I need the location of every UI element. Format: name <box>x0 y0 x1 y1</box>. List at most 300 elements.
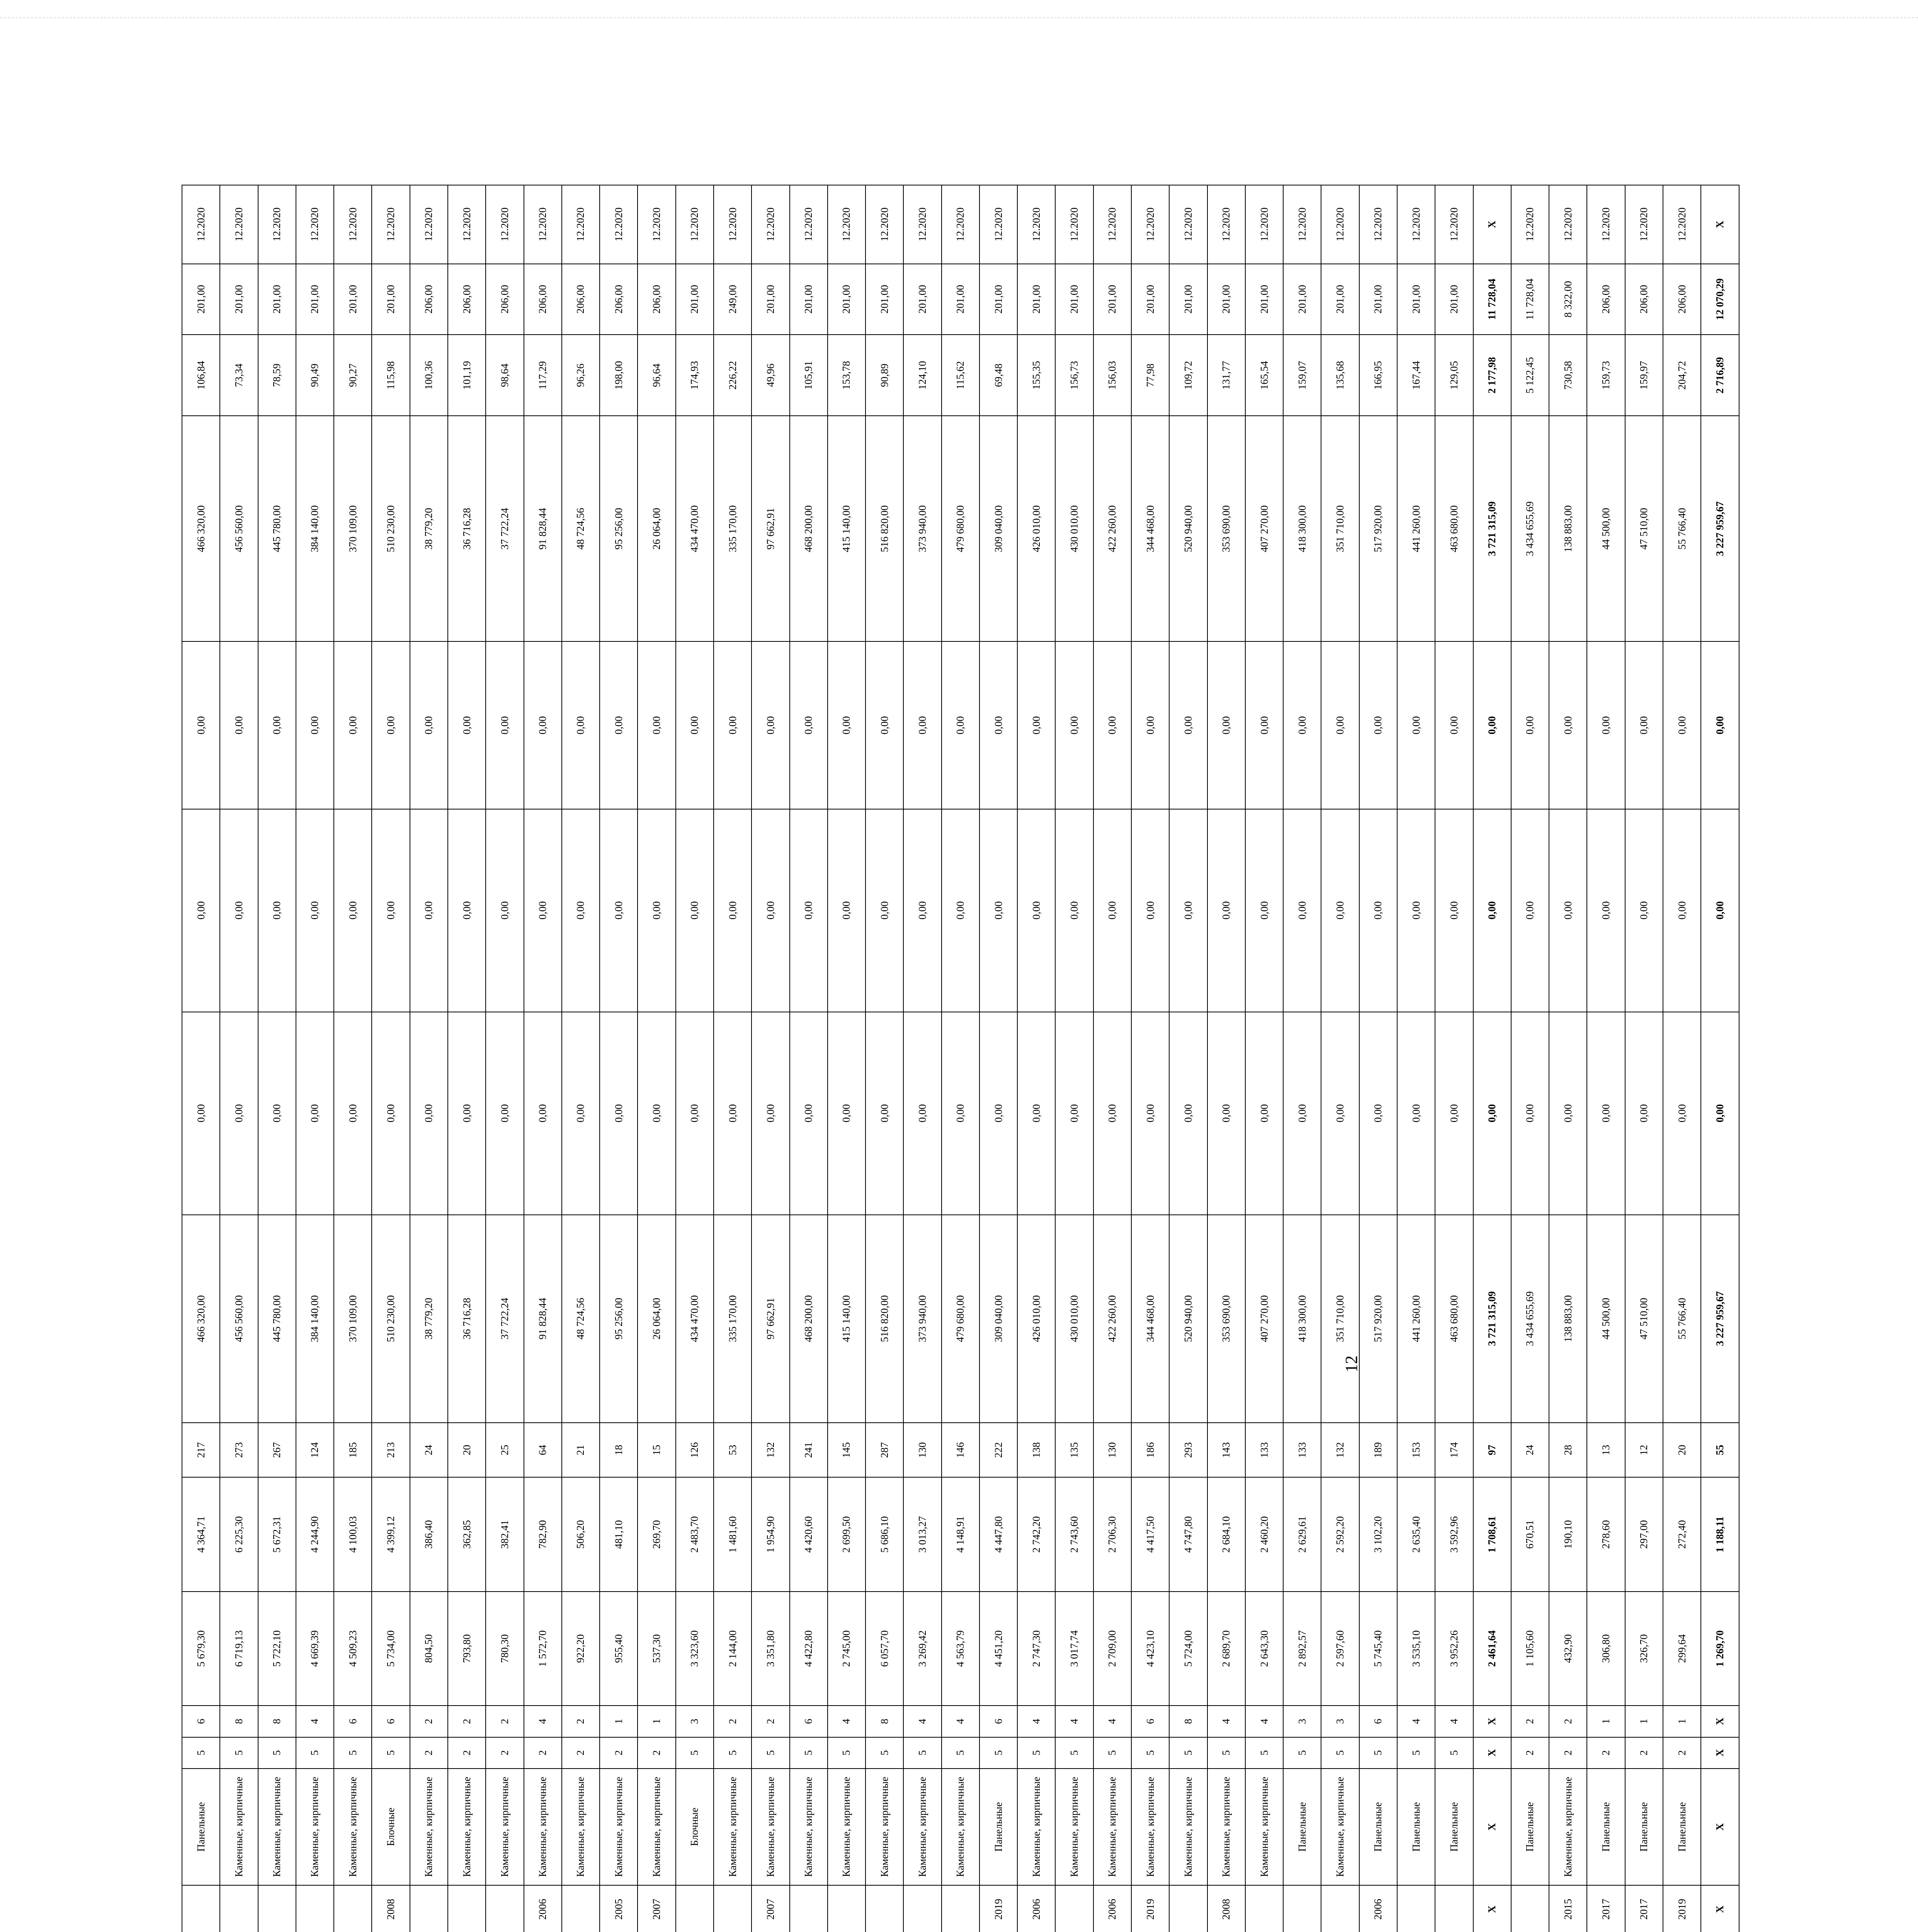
table-cell: 0,00 <box>676 641 714 809</box>
table-cell: Каменные, кирпичные <box>1055 1769 1093 1885</box>
table-cell: 0,00 <box>220 641 258 809</box>
table-cell: Каменные, кирпичные <box>903 1769 941 1885</box>
table-cell: 2008 <box>1207 1885 1245 1932</box>
table-cell: 12.2020 <box>1625 185 1663 264</box>
table-cell: X <box>1473 1885 1511 1932</box>
table-cell: 12.2020 <box>410 185 448 264</box>
table-cell: 5 722,10 <box>258 1592 296 1706</box>
table-row <box>903 185 941 1932</box>
table-cell: 0,00 <box>1131 809 1169 1012</box>
table-cell: 441 260,00 <box>1397 1215 1435 1423</box>
table-cell: 0,00 <box>979 1012 1017 1215</box>
table-cell: 0,00 <box>1435 809 1473 1012</box>
table-cell: 0,00 <box>372 1012 410 1215</box>
table-cell: 2 635,40 <box>1397 1478 1435 1592</box>
table-cell: 2 <box>486 1737 524 1769</box>
table-cell: 426 010,00 <box>1017 1215 1055 1423</box>
table-cell: 0,00 <box>790 809 828 1012</box>
table-row <box>1321 185 1359 1932</box>
table-cell: 201,00 <box>903 264 941 335</box>
table-cell: 201,00 <box>220 264 258 335</box>
table-cell: 3 269,42 <box>903 1592 941 1706</box>
table-cell: 0,00 <box>1587 809 1625 1012</box>
table-cell: 55 <box>1701 1423 1739 1478</box>
table-row <box>372 185 410 1932</box>
table-cell: 47 510,00 <box>1625 1215 1663 1423</box>
table-cell: 2019 <box>979 1885 1017 1932</box>
table-cell: 2 745,00 <box>828 1592 865 1706</box>
table-cell: 0,00 <box>334 809 372 1012</box>
table-cell: 306,80 <box>1587 1592 1625 1706</box>
table-cell: 69,48 <box>979 335 1017 416</box>
table-cell: 517 920,00 <box>1359 416 1397 641</box>
table-cell: 98,64 <box>486 335 524 416</box>
table-cell <box>1169 1885 1207 1932</box>
table-cell: 0,00 <box>1207 1012 1245 1215</box>
table-cell: 5 <box>258 1737 296 1769</box>
table-cell: 12.2020 <box>752 185 789 264</box>
table-cell: 12.2020 <box>638 185 675 264</box>
table-cell: 0,00 <box>942 641 979 809</box>
table-cell: 4 420,60 <box>790 1478 828 1592</box>
table-row <box>638 185 675 1932</box>
table-cell: 0,00 <box>1245 1012 1283 1215</box>
table-cell: 3 434 655,69 <box>1511 1215 1549 1423</box>
table-cell: Блочные <box>676 1769 714 1885</box>
table-row <box>1131 185 1169 1932</box>
table-cell: 3 323,60 <box>676 1592 714 1706</box>
table-cell: 922,20 <box>562 1592 600 1706</box>
table-cell: 0,00 <box>1587 641 1625 809</box>
table-cell: 2 706,30 <box>1093 1478 1131 1592</box>
table-cell: 287 <box>865 1423 903 1478</box>
table-cell: 201,00 <box>182 264 220 335</box>
table-cell: 4 509,23 <box>334 1592 372 1706</box>
table-cell: 510 230,00 <box>372 416 410 641</box>
table-cell: 0,00 <box>865 809 903 1012</box>
table-cell: 0,00 <box>486 1012 524 1215</box>
table-cell: 456 560,00 <box>220 1215 258 1423</box>
table-row <box>1511 185 1549 1932</box>
table-row <box>258 185 296 1932</box>
table-cell: 2006 <box>1359 1885 1397 1932</box>
table-cell: 12.2020 <box>524 185 562 264</box>
table-cell: 468 200,00 <box>790 416 828 641</box>
table-cell: 6 225,30 <box>220 1478 258 1592</box>
table-cell: 124,10 <box>903 335 941 416</box>
table-row <box>865 185 903 1932</box>
table-cell: 6 <box>979 1706 1017 1737</box>
table-cell: 466 320,00 <box>182 416 220 641</box>
table-cell: Панельные <box>979 1769 1017 1885</box>
table-cell: 20 <box>448 1423 486 1478</box>
table-cell: 537,30 <box>638 1592 675 1706</box>
table-cell: 0,00 <box>296 641 334 809</box>
table-cell: 64 <box>524 1423 562 1478</box>
table-cell: 0,00 <box>182 1012 220 1215</box>
table-row <box>1017 185 1055 1932</box>
table-cell: 201,00 <box>1093 264 1131 335</box>
table-cell: 12.2020 <box>1663 185 1701 264</box>
table-cell: 5 <box>372 1737 410 1769</box>
table-cell <box>1245 1885 1283 1932</box>
table-row <box>1435 185 1473 1932</box>
table-cell: 5 <box>1055 1737 1093 1769</box>
table-cell: 0,00 <box>1283 1012 1321 1215</box>
table-cell: 146 <box>942 1423 979 1478</box>
total-row <box>1701 185 1739 1932</box>
table-cell <box>334 1885 372 1932</box>
table-cell: 5 122,45 <box>1511 335 1549 416</box>
table-cell: 384 140,00 <box>296 1215 334 1423</box>
table-cell: 0,00 <box>752 1012 789 1215</box>
table-cell: 24 <box>1511 1423 1549 1478</box>
table-cell: 0,00 <box>752 809 789 1012</box>
table-cell: 12.2020 <box>372 185 410 264</box>
table-cell: Каменные, кирпичные <box>1169 1769 1207 1885</box>
table-cell: 133 <box>1245 1423 1283 1478</box>
table-cell: 445 780,00 <box>258 416 296 641</box>
table-cell: 4 <box>1055 1706 1093 1737</box>
table-cell: Каменные, кирпичные <box>828 1769 865 1885</box>
table-cell: 0,00 <box>1169 809 1207 1012</box>
table-cell: 2 483,70 <box>676 1478 714 1592</box>
table-cell: 201,00 <box>1321 264 1359 335</box>
table-cell: 130 <box>903 1423 941 1478</box>
table-cell: 201,00 <box>334 264 372 335</box>
table-cell: 0,00 <box>1207 641 1245 809</box>
table-cell: 53 <box>714 1423 752 1478</box>
table-cell: 0,00 <box>372 641 410 809</box>
table-cell: 0,00 <box>676 809 714 1012</box>
table-cell: 126 <box>676 1423 714 1478</box>
table-cell: 25 <box>486 1423 524 1478</box>
table-cell: 3 <box>1321 1706 1359 1737</box>
table-cell: 201,00 <box>258 264 296 335</box>
table-cell: 0,00 <box>1663 1012 1701 1215</box>
table-cell: Панельные <box>1359 1769 1397 1885</box>
table-cell: 0,00 <box>296 1012 334 1215</box>
table-row <box>714 185 752 1932</box>
table-cell: 20 <box>1663 1423 1701 1478</box>
table-cell: 2 <box>524 1737 562 1769</box>
table-cell: 415 140,00 <box>828 1215 865 1423</box>
table-cell: 468 200,00 <box>790 1215 828 1423</box>
table-cell: 463 680,00 <box>1435 1215 1473 1423</box>
table-cell: 12 <box>1625 1423 1663 1478</box>
table-cell: 0,00 <box>1625 809 1663 1012</box>
table-cell: 12 070,29 <box>1701 264 1739 335</box>
table-cell: 0,00 <box>524 641 562 809</box>
table-cell: 2 <box>410 1737 448 1769</box>
table-cell: 101,19 <box>448 335 486 416</box>
table-cell <box>1283 1885 1321 1932</box>
table-cell: 12.2020 <box>828 185 865 264</box>
table-cell: 201,00 <box>828 264 865 335</box>
table-row <box>1055 185 1093 1932</box>
table-cell <box>220 1885 258 1932</box>
table-cell: 8 <box>258 1706 296 1737</box>
table-cell <box>1435 1885 1473 1932</box>
table-wrapper <box>182 185 1739 1932</box>
table-cell: 138 <box>1017 1423 1055 1478</box>
table-cell: 4 417,50 <box>1131 1478 1169 1592</box>
table-cell: 0,00 <box>1701 809 1739 1012</box>
table-cell: Каменные, кирпичные <box>942 1769 979 1885</box>
table-cell: 206,00 <box>600 264 638 335</box>
table-cell: 12.2020 <box>676 185 714 264</box>
table-cell: Каменные, кирпичные <box>562 1769 600 1885</box>
table-cell: 153 <box>1397 1423 1435 1478</box>
table-cell: 6 057,70 <box>865 1592 903 1706</box>
table-cell: 0,00 <box>1625 1012 1663 1215</box>
table-cell: 5 <box>1207 1737 1245 1769</box>
table-cell: 1 481,60 <box>714 1478 752 1592</box>
total-row <box>1473 185 1511 1932</box>
table-cell: 479 680,00 <box>942 416 979 641</box>
table-cell: 2 709,00 <box>1093 1592 1131 1706</box>
table-cell: 15 <box>638 1423 675 1478</box>
table-row <box>296 185 334 1932</box>
table-cell: 384 140,00 <box>296 416 334 641</box>
table-cell: 0,00 <box>1701 1012 1739 1215</box>
table-cell: 21 <box>562 1423 600 1478</box>
table-cell: 1 954,90 <box>752 1478 789 1592</box>
table-cell: 0,00 <box>1283 641 1321 809</box>
table-cell: 0,00 <box>979 809 1017 1012</box>
table-cell: 3 592,96 <box>1435 1478 1473 1592</box>
table-cell: 11 728,04 <box>1473 264 1511 335</box>
table-cell: 2 <box>1587 1737 1625 1769</box>
table-cell: 4 669,39 <box>296 1592 334 1706</box>
table-cell: 5 686,10 <box>865 1478 903 1592</box>
table-cell: 0,00 <box>258 641 296 809</box>
table-cell: 0,00 <box>1511 1012 1549 1215</box>
table-cell: 36 716,28 <box>448 416 486 641</box>
table-cell: 4 447,80 <box>979 1478 1017 1592</box>
table-cell: 1 <box>1587 1706 1625 1737</box>
table-cell: 5 <box>182 1737 220 1769</box>
table-cell: Каменные, кирпичные <box>486 1769 524 1885</box>
table-cell: 0,00 <box>524 809 562 1012</box>
table-cell: Каменные, кирпичные <box>600 1769 638 1885</box>
table-cell: 217 <box>182 1423 220 1478</box>
table-cell: 6 <box>790 1706 828 1737</box>
table-cell: Каменные, кирпичные <box>865 1769 903 1885</box>
table-cell: 0,00 <box>979 641 1017 809</box>
table-cell: 0,00 <box>638 641 675 809</box>
table-cell: 12.2020 <box>258 185 296 264</box>
table-cell: 5 <box>979 1737 1017 1769</box>
table-cell: 91 828,44 <box>524 1215 562 1423</box>
table-cell: 0,00 <box>1207 809 1245 1012</box>
table-cell: 201,00 <box>676 264 714 335</box>
table-cell <box>1321 1885 1359 1932</box>
table-cell: 12.2020 <box>714 185 752 264</box>
table-cell: 0,00 <box>1435 1012 1473 1215</box>
table-cell: 2 716,89 <box>1701 335 1739 416</box>
table-cell: 0,00 <box>562 809 600 1012</box>
table-cell: 1 269,70 <box>1701 1592 1739 1706</box>
table-cell: 4 451,20 <box>979 1592 1017 1706</box>
table-cell: 432,90 <box>1549 1592 1587 1706</box>
table-cell: 434 470,00 <box>676 416 714 641</box>
table-cell: X <box>1701 1706 1739 1737</box>
table-cell: 206,00 <box>1587 264 1625 335</box>
table-cell: 4 100,03 <box>334 1478 372 1592</box>
table-cell: 2 <box>562 1737 600 1769</box>
table-cell: 1 105,60 <box>1511 1592 1549 1706</box>
table-cell: 0,00 <box>334 641 372 809</box>
table-cell: 0,00 <box>1473 641 1511 809</box>
table-cell: 12.2020 <box>1169 185 1207 264</box>
table-cell: 0,00 <box>1359 641 1397 809</box>
table-cell: 2 <box>486 1706 524 1737</box>
table-cell: 2005 <box>600 1885 638 1932</box>
table-cell: 422 260,00 <box>1093 416 1131 641</box>
table-cell <box>1511 1885 1549 1932</box>
table-cell: 115,98 <box>372 335 410 416</box>
table-cell: 2008 <box>372 1885 410 1932</box>
table-cell: 730,58 <box>1549 335 1587 416</box>
table-cell: Каменные, кирпичные <box>714 1769 752 1885</box>
table-cell: 0,00 <box>410 1012 448 1215</box>
table-cell: 8 322,00 <box>1549 264 1587 335</box>
table-cell: 132 <box>1321 1423 1359 1478</box>
table-cell <box>790 1885 828 1932</box>
table-cell: 2017 <box>1625 1885 1663 1932</box>
table-cell: 0,00 <box>903 641 941 809</box>
table-cell: 2 <box>448 1737 486 1769</box>
table-cell: Каменные, кирпичные <box>752 1769 789 1885</box>
table-cell: 273 <box>220 1423 258 1478</box>
table-cell: Панельные <box>1435 1769 1473 1885</box>
table-cell <box>1397 1885 1435 1932</box>
table-cell: 3 721 315,09 <box>1473 1215 1511 1423</box>
table-cell: 0,00 <box>372 809 410 1012</box>
table-cell: 0,00 <box>1473 1012 1511 1215</box>
table-cell: Панельные <box>1397 1769 1435 1885</box>
table-cell: 362,85 <box>448 1478 486 1592</box>
table-cell: 0,00 <box>1549 809 1587 1012</box>
table-cell: 0,00 <box>258 1012 296 1215</box>
table-cell: 0,00 <box>1093 1012 1131 1215</box>
table-cell: 12.2020 <box>448 185 486 264</box>
table-cell: 206,00 <box>562 264 600 335</box>
table-cell: 249,00 <box>714 264 752 335</box>
table-cell: 0,00 <box>1625 641 1663 809</box>
table-cell: 2 <box>1663 1737 1701 1769</box>
table-cell: 213 <box>372 1423 410 1478</box>
table-cell: 422 260,00 <box>1093 1215 1131 1423</box>
table-cell: 6 <box>372 1706 410 1737</box>
table-cell: 4 423,10 <box>1131 1592 1169 1706</box>
table-cell: 8 <box>220 1706 258 1737</box>
table-cell: 5 734,00 <box>372 1592 410 1706</box>
table-cell: 0,00 <box>1055 809 1093 1012</box>
table-cell: 0,00 <box>1397 1012 1435 1215</box>
table-cell: 204,72 <box>1663 335 1701 416</box>
table-cell: 12.2020 <box>1359 185 1397 264</box>
table-cell: 6 <box>1131 1706 1169 1737</box>
table-cell: 90,49 <box>296 335 334 416</box>
table-cell: 37 722,24 <box>486 1215 524 1423</box>
table-row <box>828 185 865 1932</box>
table-cell: 6 719,13 <box>220 1592 258 1706</box>
table-cell: 0,00 <box>410 809 448 1012</box>
table-cell: 12.2020 <box>562 185 600 264</box>
table-cell: 2006 <box>1093 1885 1131 1932</box>
table-cell: 335 170,00 <box>714 1215 752 1423</box>
table-cell: 96,64 <box>638 335 675 416</box>
table-cell: 0,00 <box>524 1012 562 1215</box>
table-cell <box>828 1885 865 1932</box>
table-cell: 0,00 <box>942 809 979 1012</box>
table-cell: 6 <box>182 1706 220 1737</box>
table-cell: 2 643,30 <box>1245 1592 1283 1706</box>
table-cell: 2 <box>1549 1706 1587 1737</box>
table-cell: 201,00 <box>1245 264 1283 335</box>
table-cell: 105,91 <box>790 335 828 416</box>
table-cell: 351 710,00 <box>1321 416 1359 641</box>
table-cell: 117,29 <box>524 335 562 416</box>
table-cell: 5 <box>1321 1737 1359 1769</box>
table-cell: 0,00 <box>1549 641 1587 809</box>
table-cell: 3 535,10 <box>1397 1592 1435 1706</box>
table-cell: Каменные, кирпичные <box>638 1769 675 1885</box>
table-cell: 133 <box>1283 1423 1321 1478</box>
table-cell: 201,00 <box>1017 264 1055 335</box>
table-cell: 12.2020 <box>1017 185 1055 264</box>
table-cell: 415 140,00 <box>828 416 865 641</box>
table-cell: 3 102,20 <box>1359 1478 1397 1592</box>
table-cell: 130 <box>1093 1423 1131 1478</box>
table-cell: 0,00 <box>638 809 675 1012</box>
table-cell <box>448 1885 486 1932</box>
table-cell: 201,00 <box>1131 264 1169 335</box>
table-cell: 955,40 <box>600 1592 638 1706</box>
table-cell: 12.2020 <box>865 185 903 264</box>
table-cell: 2006 <box>524 1885 562 1932</box>
table-cell: Каменные, кирпичные <box>1321 1769 1359 1885</box>
table-cell: 106,84 <box>182 335 220 416</box>
table-cell: 201,00 <box>1283 264 1321 335</box>
table-cell: 153,78 <box>828 335 865 416</box>
table-cell: 0,00 <box>865 641 903 809</box>
table-cell: 386,40 <box>410 1478 448 1592</box>
table-cell: 0,00 <box>1169 1012 1207 1215</box>
table-cell: 267 <box>258 1423 296 1478</box>
table-cell: 516 820,00 <box>865 1215 903 1423</box>
table-cell: 222 <box>979 1423 1017 1478</box>
table-cell: Каменные, кирпичные <box>1093 1769 1131 1885</box>
table-cell: 479 680,00 <box>942 1215 979 1423</box>
table-cell: 201,00 <box>372 264 410 335</box>
table-cell: 6 <box>334 1706 372 1737</box>
table-cell: 0,00 <box>1245 809 1283 1012</box>
table-cell: 8 <box>1169 1706 1207 1737</box>
table-row <box>448 185 486 1932</box>
table-cell: X <box>1701 1885 1739 1932</box>
table-cell: 4 <box>1207 1706 1245 1737</box>
table-cell: 5 679,30 <box>182 1592 220 1706</box>
table-cell: 0,00 <box>638 1012 675 1215</box>
table-cell: 12.2020 <box>1435 185 1473 264</box>
table-cell: 26 064,00 <box>638 416 675 641</box>
table-cell: 100,36 <box>410 335 448 416</box>
table-cell: 4 <box>1093 1706 1131 1737</box>
table-cell: 344 468,00 <box>1131 1215 1169 1423</box>
